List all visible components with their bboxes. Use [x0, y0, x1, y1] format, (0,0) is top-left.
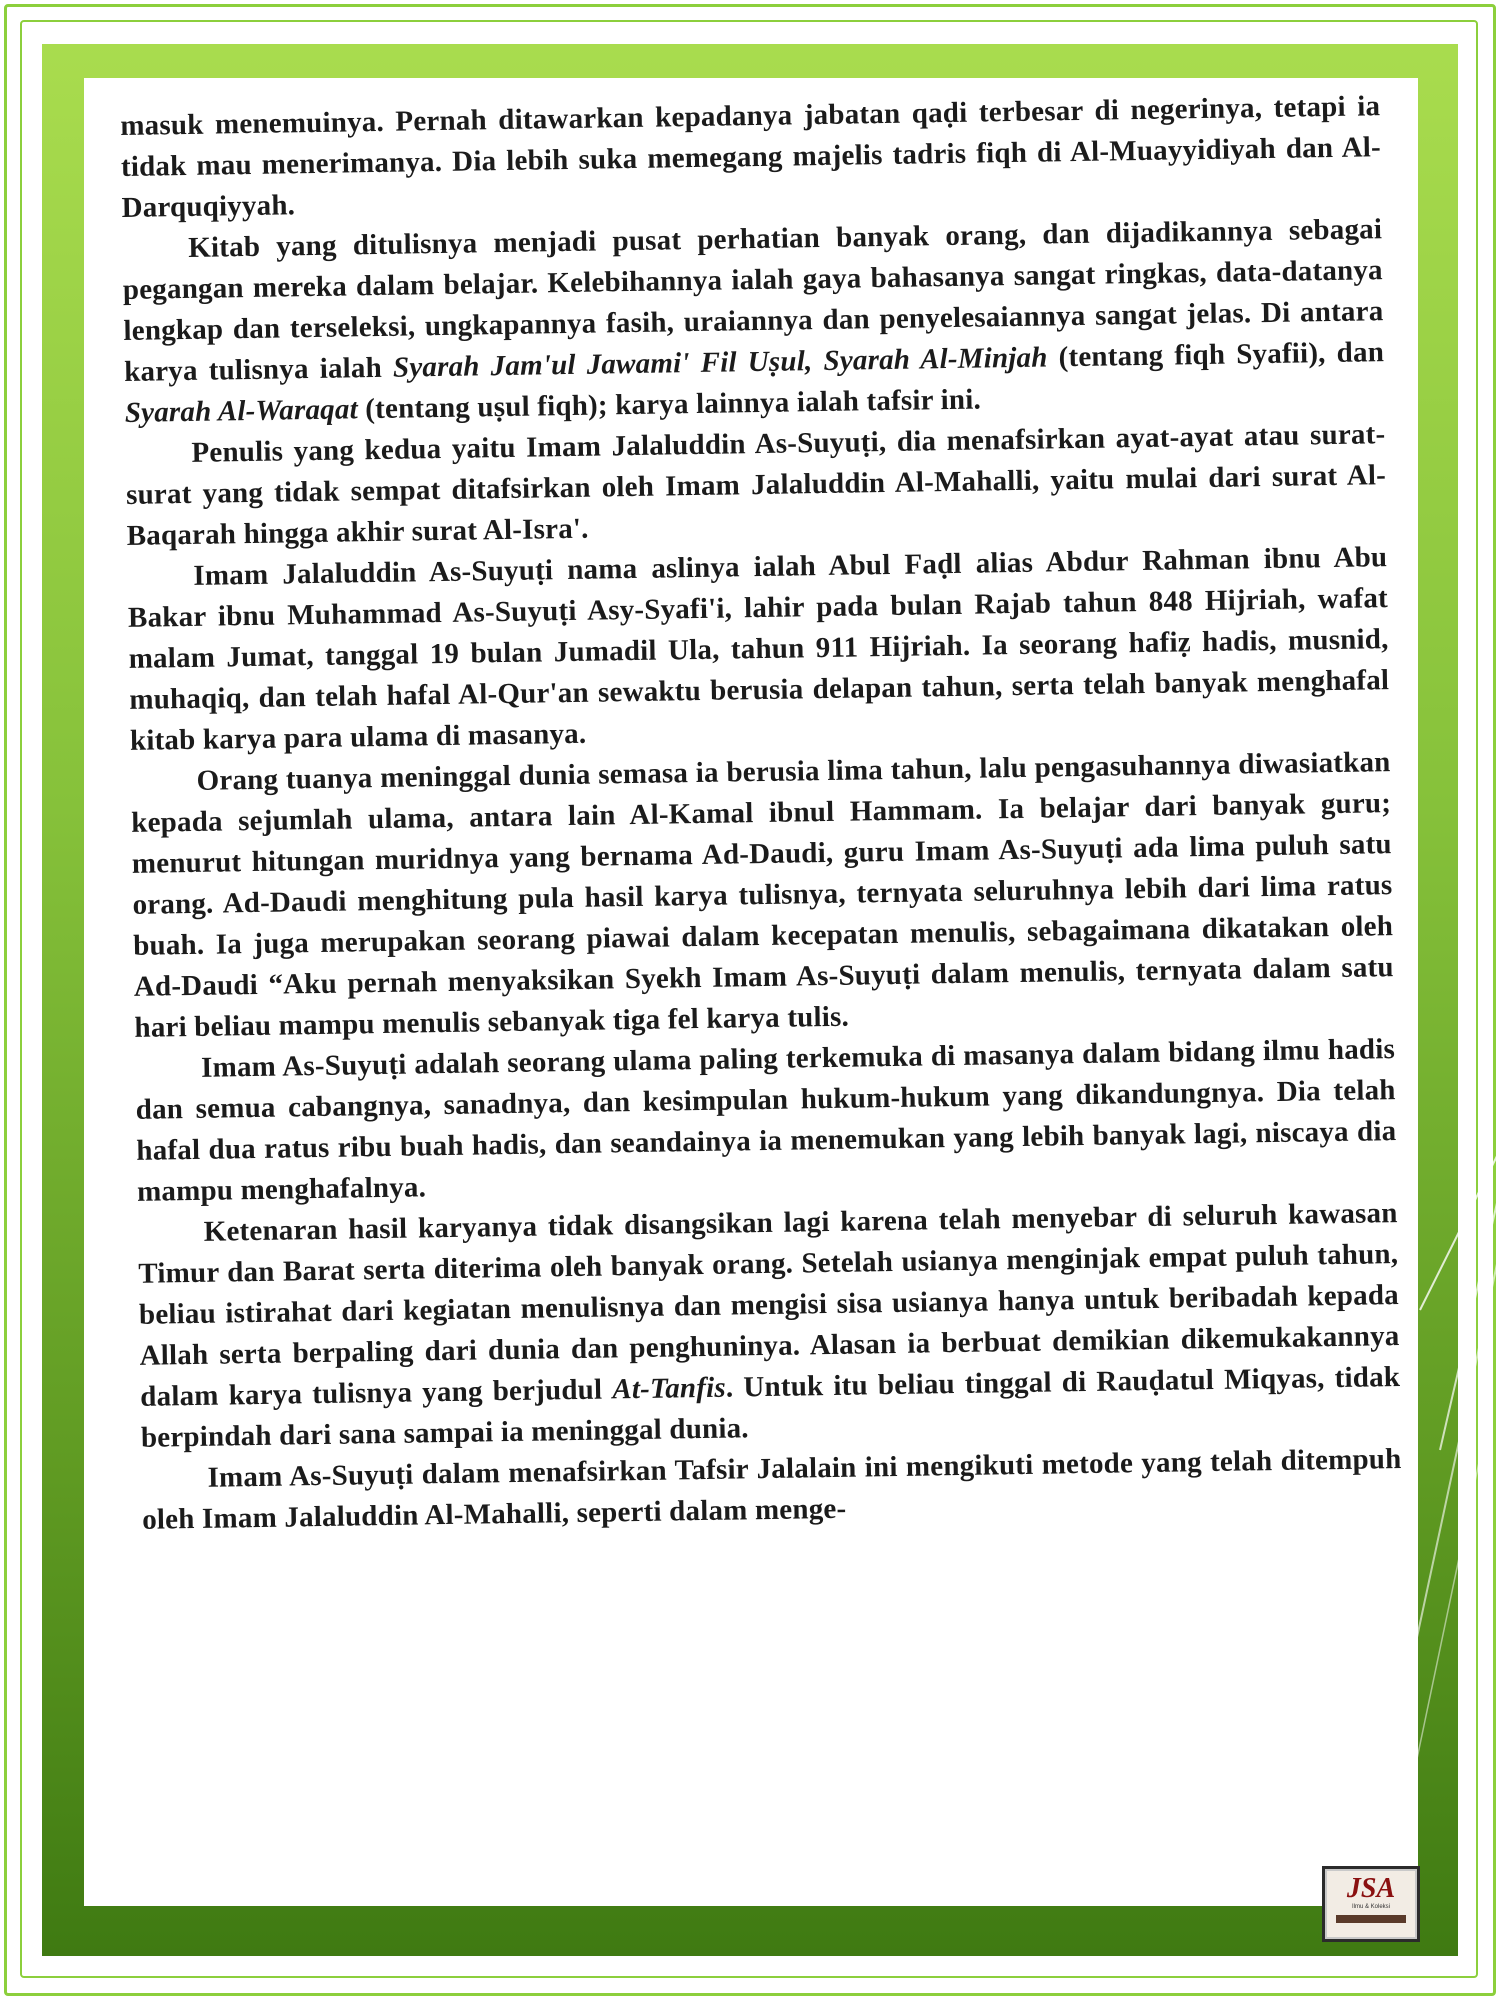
jsa-logo — [1322, 1866, 1420, 1942]
paragraph: Imam Jalaluddin As-Suyuṭi nama aslinya ialah Abul Faḍl alias Abdur Rahman ibnu Abu Bakar ibnu Muhammad As-Suyuṭi Asy-Syafi'i, lahir pada bulan Rajab tahun 848 Hijriah, wafat malam Jumat, tanggal 19 bulan Jumadil Ula, tahun 911 Hijriah. Ia seorang hafiẓ hadis, musnid, muhaqiq, dan telah hafal Al-Qur'an sewaktu berusia delapan tahun, serta telah banyak menghafal kitab karya para ulama di masanya. — [127, 541, 1390, 757]
text-run: . Untuk itu beliau tinggal di Rauḍatul Miqyas, tidak berpindah dari sana sampai ia meninggal dunia. — [140, 1361, 1401, 1454]
logo-subtext: Ilmu & Koleksi — [1351, 1904, 1390, 1910]
paragraph — [137, 1193, 1401, 1459]
logo-bar — [1336, 1915, 1406, 1923]
scanned-page — [84, 78, 1418, 1906]
paragraph: Imam As-Suyuṭi dalam menafsirkan Tafsir Jalalain ini mengikuti metode yang telah ditempuh oleh Imam Jalaluddin Al-Mahalli, seperti dalam menge- — [141, 1443, 1402, 1536]
text-run: Ketenaran hasil karyanya tidak disangsikan lagi karena telah menyebar di seluruh kawasan Timur dan Barat serta diterima oleh banyak orang. Setelah usianya menginjak empat puluh tahun, beliau istirahat dari kegiatan menulisnya dan mengisi sisa usianya hanya untuk beribadah kepada Allah serta berpaling dari dunia dan penghuninya. Alasan ia berbuat demikian dikemukakannya dalam karya tulisnya yang berjudul — [138, 1197, 1400, 1413]
text-run: Kitab yang ditulisnya menjadi pusat perhatian banyak orang, dan dijadikannya sebagai pegangan mereka dalam belajar. Kelebihannya ialah gaya bahasanya sangat ringkas, data-datanya lengkap dan terseleksi, ungkapannya fasih, uraiannya dan penyelesaiannya sangat jelas. Di antara karya tulisnya ialah — [122, 213, 1384, 388]
italic-title: Syarah Al-Waraqat — [124, 393, 359, 429]
italic-title: At-Tanfis — [612, 1371, 727, 1406]
paragraph: masuk menemuinya. Pernah ditawarkan kepadanya jabatan qaḍi terbesar di negerinya, tetapi ia tidak mau menerimanya. Dia lebih suka memegang majelis tadris fiqh di Al-Muayyidiyah dan Al-Darquqiyyah. — [120, 90, 1382, 224]
paragraph: Orang tuanya meninggal dunia semasa ia berusia lima tahun, lalu pengasuhannya diwasiatkan kepada sejumlah ulama, antara lain Al-Kamal ibnul Hammam. Ia belajar dari banyak guru; menurut hitungan muridnya yang bernama Ad-Daudi, guru Imam As-Suyuṭi ada lima puluh satu orang. Ad-Daudi menghitung pula hasil karya tulisnya, ternyata seluruhnya lebih dari lima ratus buah. Ia juga merupakan seorang piawai dalam kecepatan menulis, sebagaimana dikatakan oleh Ad-Daudi “Aku pernah menyaksikan Syekh Imam As-Suyuṭi dalam menulis, ternyata dalam satu hari beliau mampu menulis sebanyak tiga fel karya tulis. — [131, 746, 1394, 1044]
italic-title: Syarah Jam'ul Jawami' Fil Uṣul, Syarah Al-Minjah — [392, 341, 1048, 384]
text-run: (tentang uṣul fiqh); karya lainnya ialah tafsir ini. — [357, 383, 982, 426]
paragraph: Penulis yang kedua yaitu Imam Jalaluddin As-Suyuṭi, dia menafsirkan ayat-ayat atau surat-surat yang tidak sempat ditafsirkan oleh Imam Jalaluddin Al-Mahalli, yaitu mulai dari surat Al-Baqarah hingga akhir surat Al-Isra'. — [125, 418, 1387, 552]
body-text — [120, 86, 1402, 1541]
paragraph — [122, 209, 1385, 434]
text-run: (tentang fiqh Syafii), dan — [1047, 336, 1385, 374]
logo-text: JSA — [1346, 1873, 1396, 1904]
paragraph: Imam As-Suyuṭi adalah seorang ulama paling terkemuka di masanya dalam bidang ilmu hadis dan semua cabangnya, sanadnya, dan kesimpulan hukum-hukum yang dikandungnya. Dia telah hafal dua ratus ribu buah hadis, dan seandainya ia menemukan yang lebih banyak lagi, niscaya dia mampu menghafalnya. — [135, 1033, 1397, 1208]
